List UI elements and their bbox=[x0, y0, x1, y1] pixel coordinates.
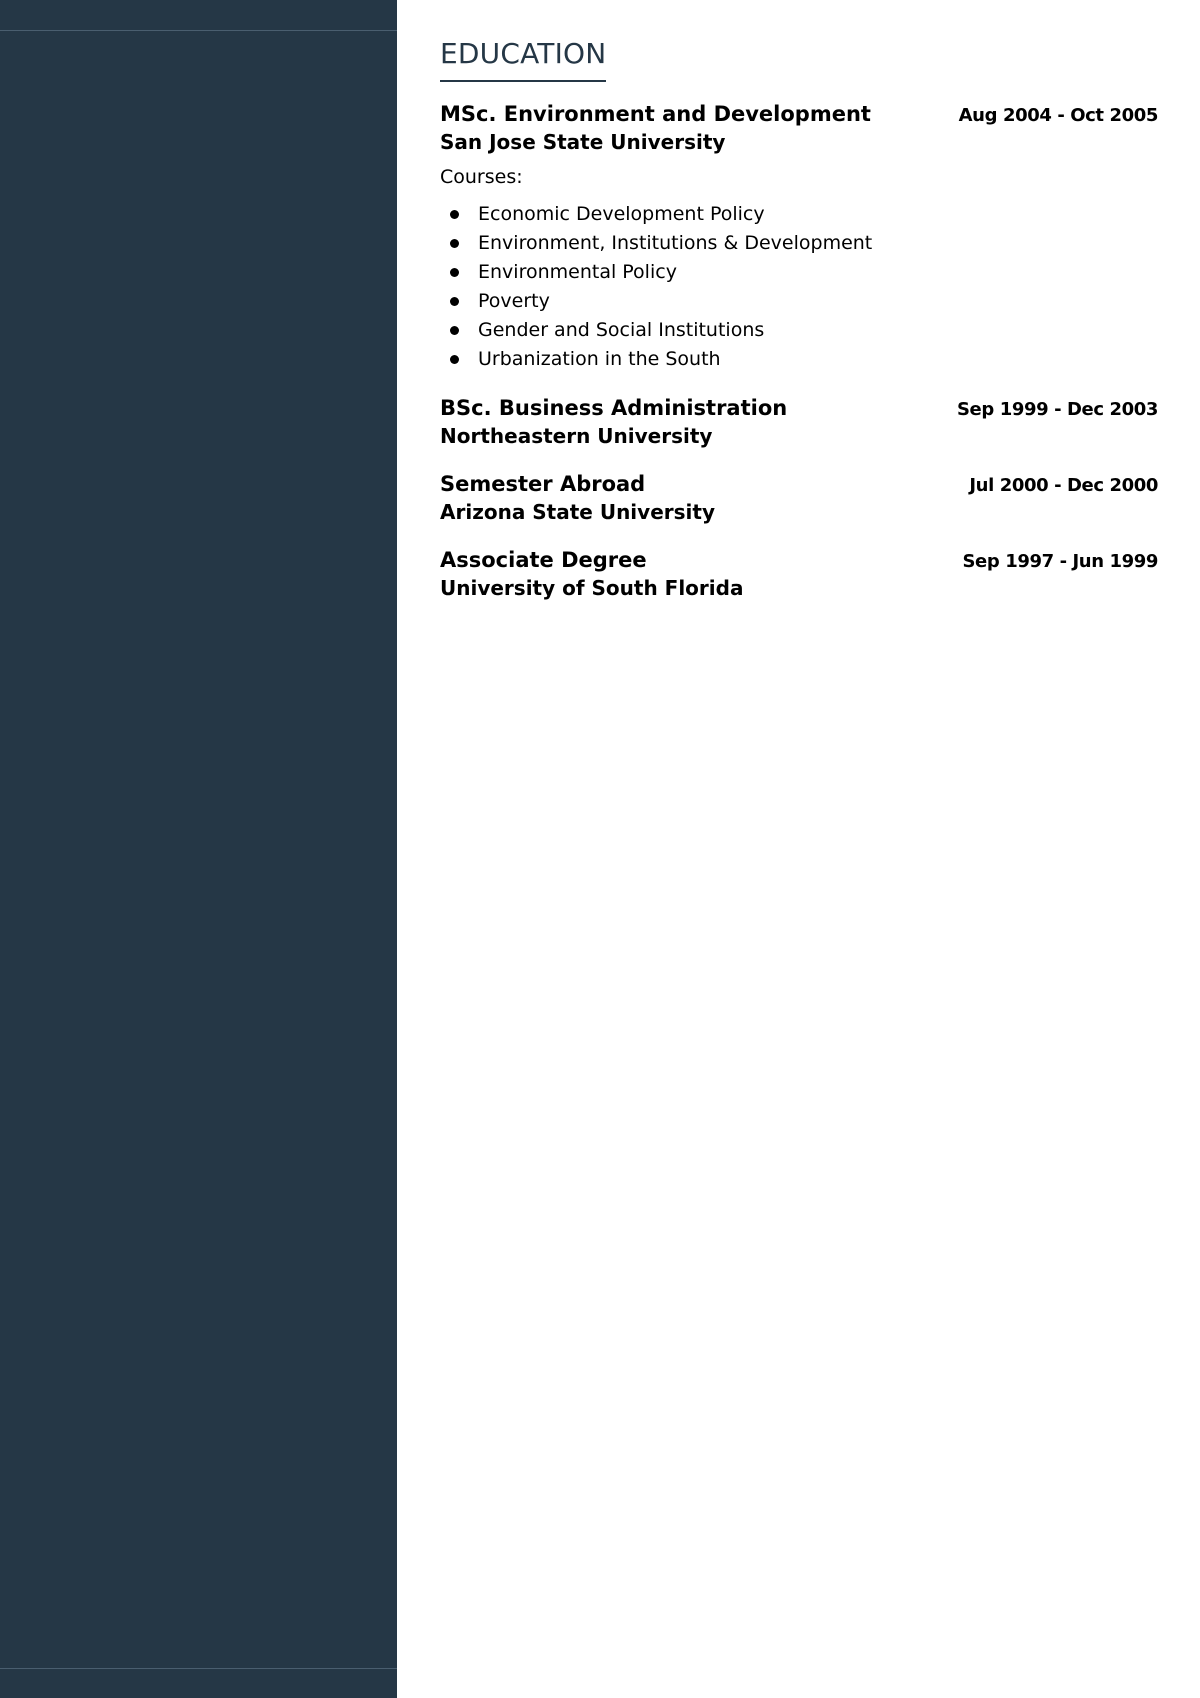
sidebar-top-divider bbox=[0, 30, 397, 31]
date-range: Sep 1997 - Jun 1999 bbox=[962, 551, 1158, 572]
bullet-icon bbox=[450, 326, 459, 335]
degree-title: Semester Abroad bbox=[440, 472, 646, 496]
entry-header bbox=[440, 394, 1158, 422]
bullet-icon bbox=[450, 268, 459, 277]
school-name: Northeastern University bbox=[440, 424, 713, 448]
course-item bbox=[440, 287, 1158, 316]
bullet-icon bbox=[450, 297, 459, 306]
degree-title: BSc. Business Administration bbox=[440, 396, 788, 420]
course-item bbox=[440, 229, 1158, 258]
course-name: Poverty bbox=[478, 290, 550, 312]
bullet-icon bbox=[450, 355, 459, 364]
bullet-icon bbox=[450, 239, 459, 248]
course-name: Gender and Social Institutions bbox=[478, 319, 765, 341]
course-item bbox=[440, 258, 1158, 287]
courses-label: Courses: bbox=[440, 166, 523, 188]
education-entry bbox=[440, 470, 1158, 526]
sidebar-panel bbox=[0, 0, 397, 1698]
course-name: Urbanization in the South bbox=[478, 348, 721, 370]
school-name: Arizona State University bbox=[440, 500, 715, 524]
section-title-education: EDUCATION bbox=[440, 36, 606, 82]
course-list bbox=[440, 200, 1158, 374]
course-name: Economic Development Policy bbox=[478, 203, 765, 225]
school-name: San Jose State University bbox=[440, 130, 726, 154]
course-item bbox=[440, 200, 1158, 229]
course-name: Environmental Policy bbox=[478, 261, 677, 283]
degree-title: Associate Degree bbox=[440, 548, 647, 572]
date-range: Sep 1999 - Dec 2003 bbox=[956, 399, 1158, 420]
entry-header bbox=[440, 470, 1158, 498]
date-range: Aug 2004 - Oct 2005 bbox=[958, 105, 1158, 126]
education-entry bbox=[440, 100, 1158, 374]
bullet-icon bbox=[450, 210, 459, 219]
course-item bbox=[440, 316, 1158, 345]
main-content bbox=[440, 36, 1158, 622]
date-range: Jul 2000 - Dec 2000 bbox=[969, 475, 1158, 496]
entry-header bbox=[440, 100, 1158, 128]
course-name: Environment, Institutions & Development bbox=[478, 232, 873, 254]
degree-title: MSc. Environment and Development bbox=[440, 102, 871, 126]
sidebar-bottom-divider bbox=[0, 1668, 397, 1669]
course-item bbox=[440, 345, 1158, 374]
school-name: University of South Florida bbox=[440, 576, 744, 600]
education-list bbox=[440, 100, 1158, 602]
education-entry bbox=[440, 546, 1158, 602]
entry-header bbox=[440, 546, 1158, 574]
education-entry bbox=[440, 394, 1158, 450]
